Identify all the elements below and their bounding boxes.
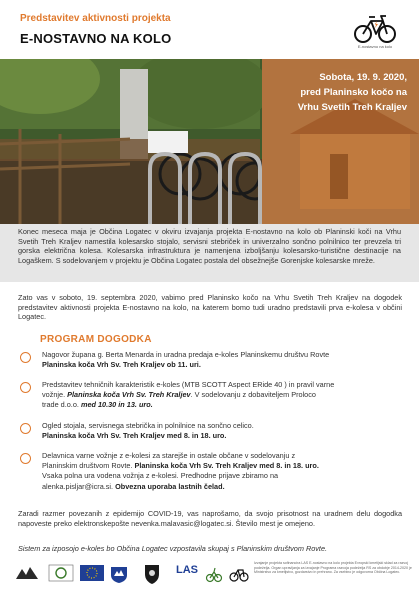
super-title: Predstavitev aktivnosti projekta — [20, 13, 171, 24]
intro-box — [0, 224, 419, 282]
program-item-2-text: Predstavitev tehničnih karakteristik e-koles (MTB SCOTT Aspect ERide 40 ) in pravil varne vožnje. Planinska koča Vrh Sv. Treh Kraljev. V sodelovanju z dobaviteljem Proloco trade d.o.o. med 10.30 in 13. uro. — [42, 380, 335, 410]
las-logo: LAS — [176, 564, 198, 576]
covid-note: Zaradi razmer povezanih z epidemijo COVID-19, vas naprošamo, da svojo prisotnost na uradnem delu dogodka napoveste preko elektronskepošte nevenka.malavasic@logatec.si. Število mest je omejeno. — [18, 509, 402, 528]
footer-fine-print: Izvajanje projekta sofinancira LAS E-nostavno na kolo projekta Evropski kmetijski sklad za razvoj podeželja. Organ upravljanja za izvajanje Programa razvoja podeželja RS za obdobje 2014-2020 je Ministrstvo za kmetijstvo, gozdarstvo in prehrano. Za vsebino je odgovorna Občina Logatec. — [254, 561, 412, 575]
intro-text: Konec meseca maja je Občina Logatec v okviru izvajanja projekta E-nostavno na kolo ob Planinski koči na Vrhu Svetih Treh Kraljev namestila kolesarsko stojalo, servisni stebriček in univerzalno sončno polnilnico ter prevzela tri gorska električna kolesa. Kolesarska infrastruktura je namenjena izboljšanju kolesarsko-turistične destinacije na Logaškem. S sodelovanjem v projektu je Občina Logatec postala del obsežnejše Gorenjske kolesarske mreže. — [18, 227, 401, 265]
page-title: E-NOSTAVNO NA KOLO — [20, 31, 172, 46]
closing-line: Sistem za izposojo e-koles bo Občina Logatec vzpostavila skupaj s Planinskim društvom Rovte. — [18, 544, 328, 553]
footer — [0, 558, 419, 596]
bullet-icon — [20, 382, 31, 393]
program-item-3-text: Ogled stojala, servisnega stebrička in polnilnice na sončno celico. Planinska koča Vrh Sv. Treh Kraljev med 8. in 18. uro. — [42, 421, 254, 441]
event-overlay — [262, 59, 419, 224]
lead-paragraph: Zato vas v soboto, 19. septembra 2020, vabimo pred Planinsko kočo na Vrhu Svetih Treh Kraljev na dogodek predstavitev aktivnosti projekta E-nostavno na kolo, na katerem bomo tudi uradno predstavili prva e-kolesa v občini Logatec. — [18, 293, 402, 322]
eu-rural-logo-icon — [48, 563, 74, 585]
cyclist-logo-icon — [205, 563, 223, 585]
program-item-4-text: Delavnica varne vožnje z e-kolesi za starejše in ostale občane v sodelovanju z Planinskim društvom Rovte. Planinska koča Vrh Sv. Treh Kraljev med 8. in 18. uro. Vsaka polna ura vodena vožnja z e-kolesi. Predhodne prijave zbiramo na alenka.pisljar@icra.si. Obvezna uporaba lastnih čelad. — [42, 451, 319, 491]
event-place-line2: Vrhu Svetih Treh Kraljev — [297, 102, 407, 113]
logatec-crest-icon — [143, 563, 161, 585]
program-item-1-text: Nagovor župana g. Berta Menarda in uradna predaja e-koles Planinskemu društvu Rovte Planinska koča Vrh Sv. Treh Kraljev ob 11. uri. — [42, 350, 330, 370]
eu-flag-icon — [80, 563, 104, 585]
signup-email-link[interactable]: alenka.pisljar@icra.si. — [42, 481, 116, 491]
event-date: Sobota, 19. 9. 2020, — [319, 72, 407, 83]
ministry-logo-icon — [14, 563, 42, 585]
logo-caption: E-nostavno na kolo — [357, 44, 393, 49]
bullet-icon — [20, 352, 31, 363]
event-place-line1: pred Planinsko kočo na — [300, 87, 407, 98]
slovenia-emblem-icon — [108, 563, 130, 585]
bicycle-small-logo-icon — [228, 563, 250, 585]
bullet-icon — [20, 423, 31, 434]
bullet-icon — [20, 453, 31, 464]
program-title: PROGRAM DOGODKA — [40, 334, 152, 345]
